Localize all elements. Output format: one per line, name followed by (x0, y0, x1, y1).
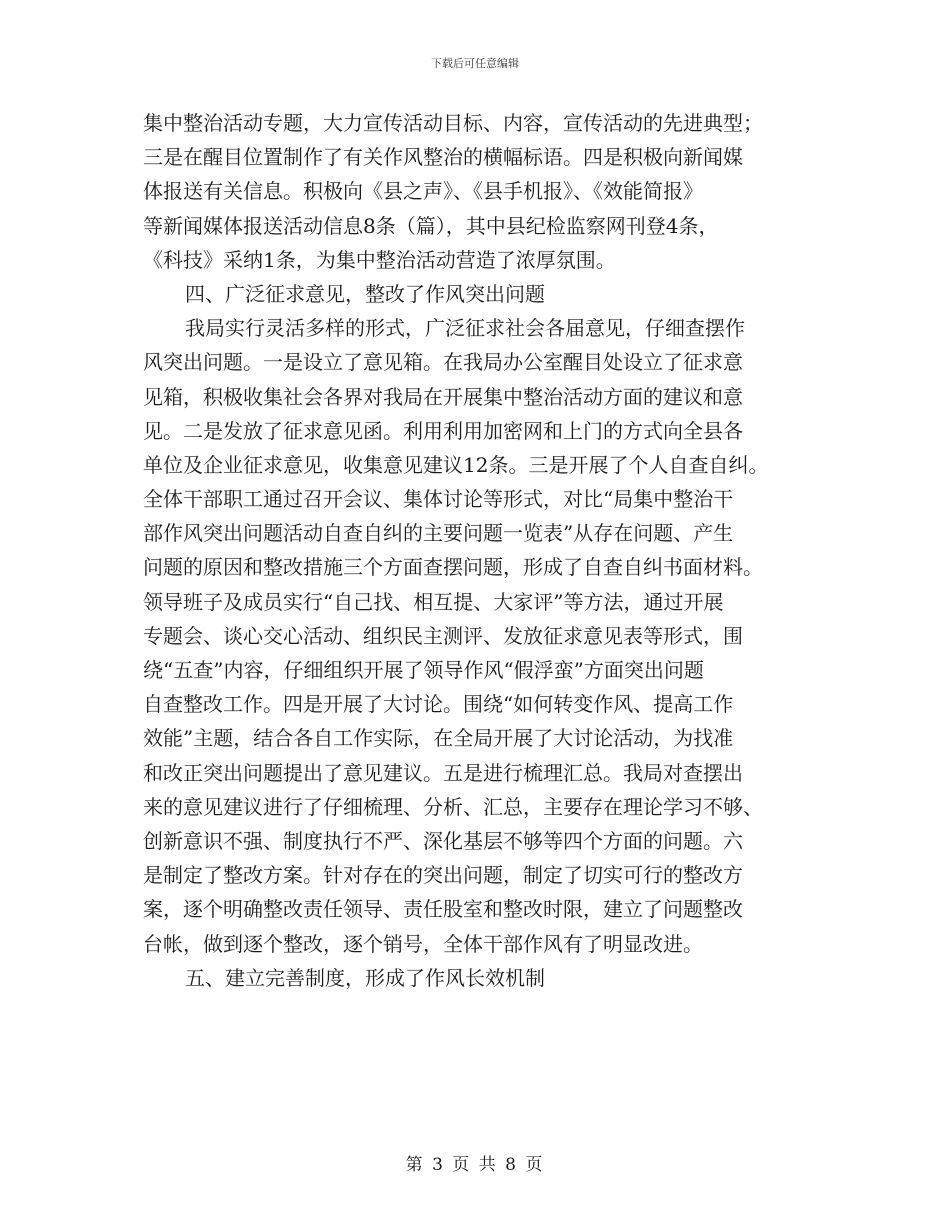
section-heading: 四、广泛征求意见，整改了作风突出问题 (185, 281, 545, 306)
text-line: 问题的原因和整改措施三个方面查摆问题，形成了自查自纠书面材料。 (143, 555, 763, 580)
text-line: 创新意识不强、制度执行不严、深化基层不够等四个方面的问题。六 (143, 828, 743, 853)
text-line: 风突出问题。一是设立了意见箱。在我局办公室醒目处设立了征求意 (143, 350, 743, 375)
section-heading: 五、建立完善制度，形成了作风长效机制 (185, 965, 545, 990)
page-footer: 第 3 页 共 8 页 (405, 1155, 545, 1175)
text-line: 见箱，积极收集社会各界对我局在开展集中整治活动方面的建议和意 (143, 384, 743, 409)
text-line: 效能”主题，结合各自工作实际，在全局开展了大讨论活动，为找准 (143, 726, 734, 751)
text-line: 体报送有关信息。积极向《县之声》、《县手机报》、《效能简报》 (143, 179, 703, 204)
page-header: 下载后可任意编辑 (431, 57, 519, 70)
text-line: 三是在醒目位置制作了有关作风整治的横幅标语。四是积极向新闻媒 (143, 145, 743, 170)
text-line: 《科技》采纳1条，为集中整治活动营造了浓厚氛围。 (143, 247, 616, 272)
text-line: 见。二是发放了征求意见函。利用利用加密网和上门的方式向全县各 (143, 418, 743, 443)
text-line: 全体干部职工通过召开会议、集体讨论等形式，对比“局集中整治干 (143, 487, 734, 512)
text-line: 部作风突出问题活动自查自纠的主要问题一览表”从存在问题、产生 (143, 521, 734, 546)
document-body (143, 106, 808, 995)
text-line: 专题会、谈心交心活动、组织民主测评、发放征求意见表等形式，围 (143, 623, 743, 648)
text-line: 是制定了整改方案。针对存在的突出问题，制定了切实可行的整改方 (143, 863, 743, 888)
text-line: 自查整改工作。四是开展了大讨论。围绕“如何转变作风、提高工作 (143, 692, 734, 717)
text-line: 案，逐个明确整改责任领导、责任股室和整改时限，建立了问题整改 (143, 897, 743, 922)
text-line: 等新闻媒体报送活动信息8条（篇），其中县纪检监察网刊登4条， (143, 213, 719, 238)
text-line: 领导班子及成员实行“自己找、相互提、大家评”等方法，通过开展 (143, 589, 724, 614)
paragraph-start: 我局实行灵活多样的形式，广泛征求社会各届意见，仔细查摆作 (185, 316, 745, 341)
text-line: 台帐，做到逐个整改，逐个销号，全体干部作风有了明显改进。 (143, 931, 703, 956)
text-line: 集中整治活动专题，大力宣传活动目标、内容，宣传活动的先进典型； (143, 111, 763, 135)
text-line: 来的意见建议进行了仔细梳理、分析、汇总，主要存在理论学习不够、 (143, 794, 763, 819)
text-line: 单位及企业征求意见，收集意见建议12条。三是开展了个人自查自纠。 (143, 452, 769, 477)
text-line: 绕“五查”内容，仔细组织开展了领导作风“假浮蛮”方面突出问题 (143, 658, 704, 682)
text-line: 和改正突出问题提出了意见建议。五是进行梳理汇总。我局对查摆出 (143, 760, 743, 785)
